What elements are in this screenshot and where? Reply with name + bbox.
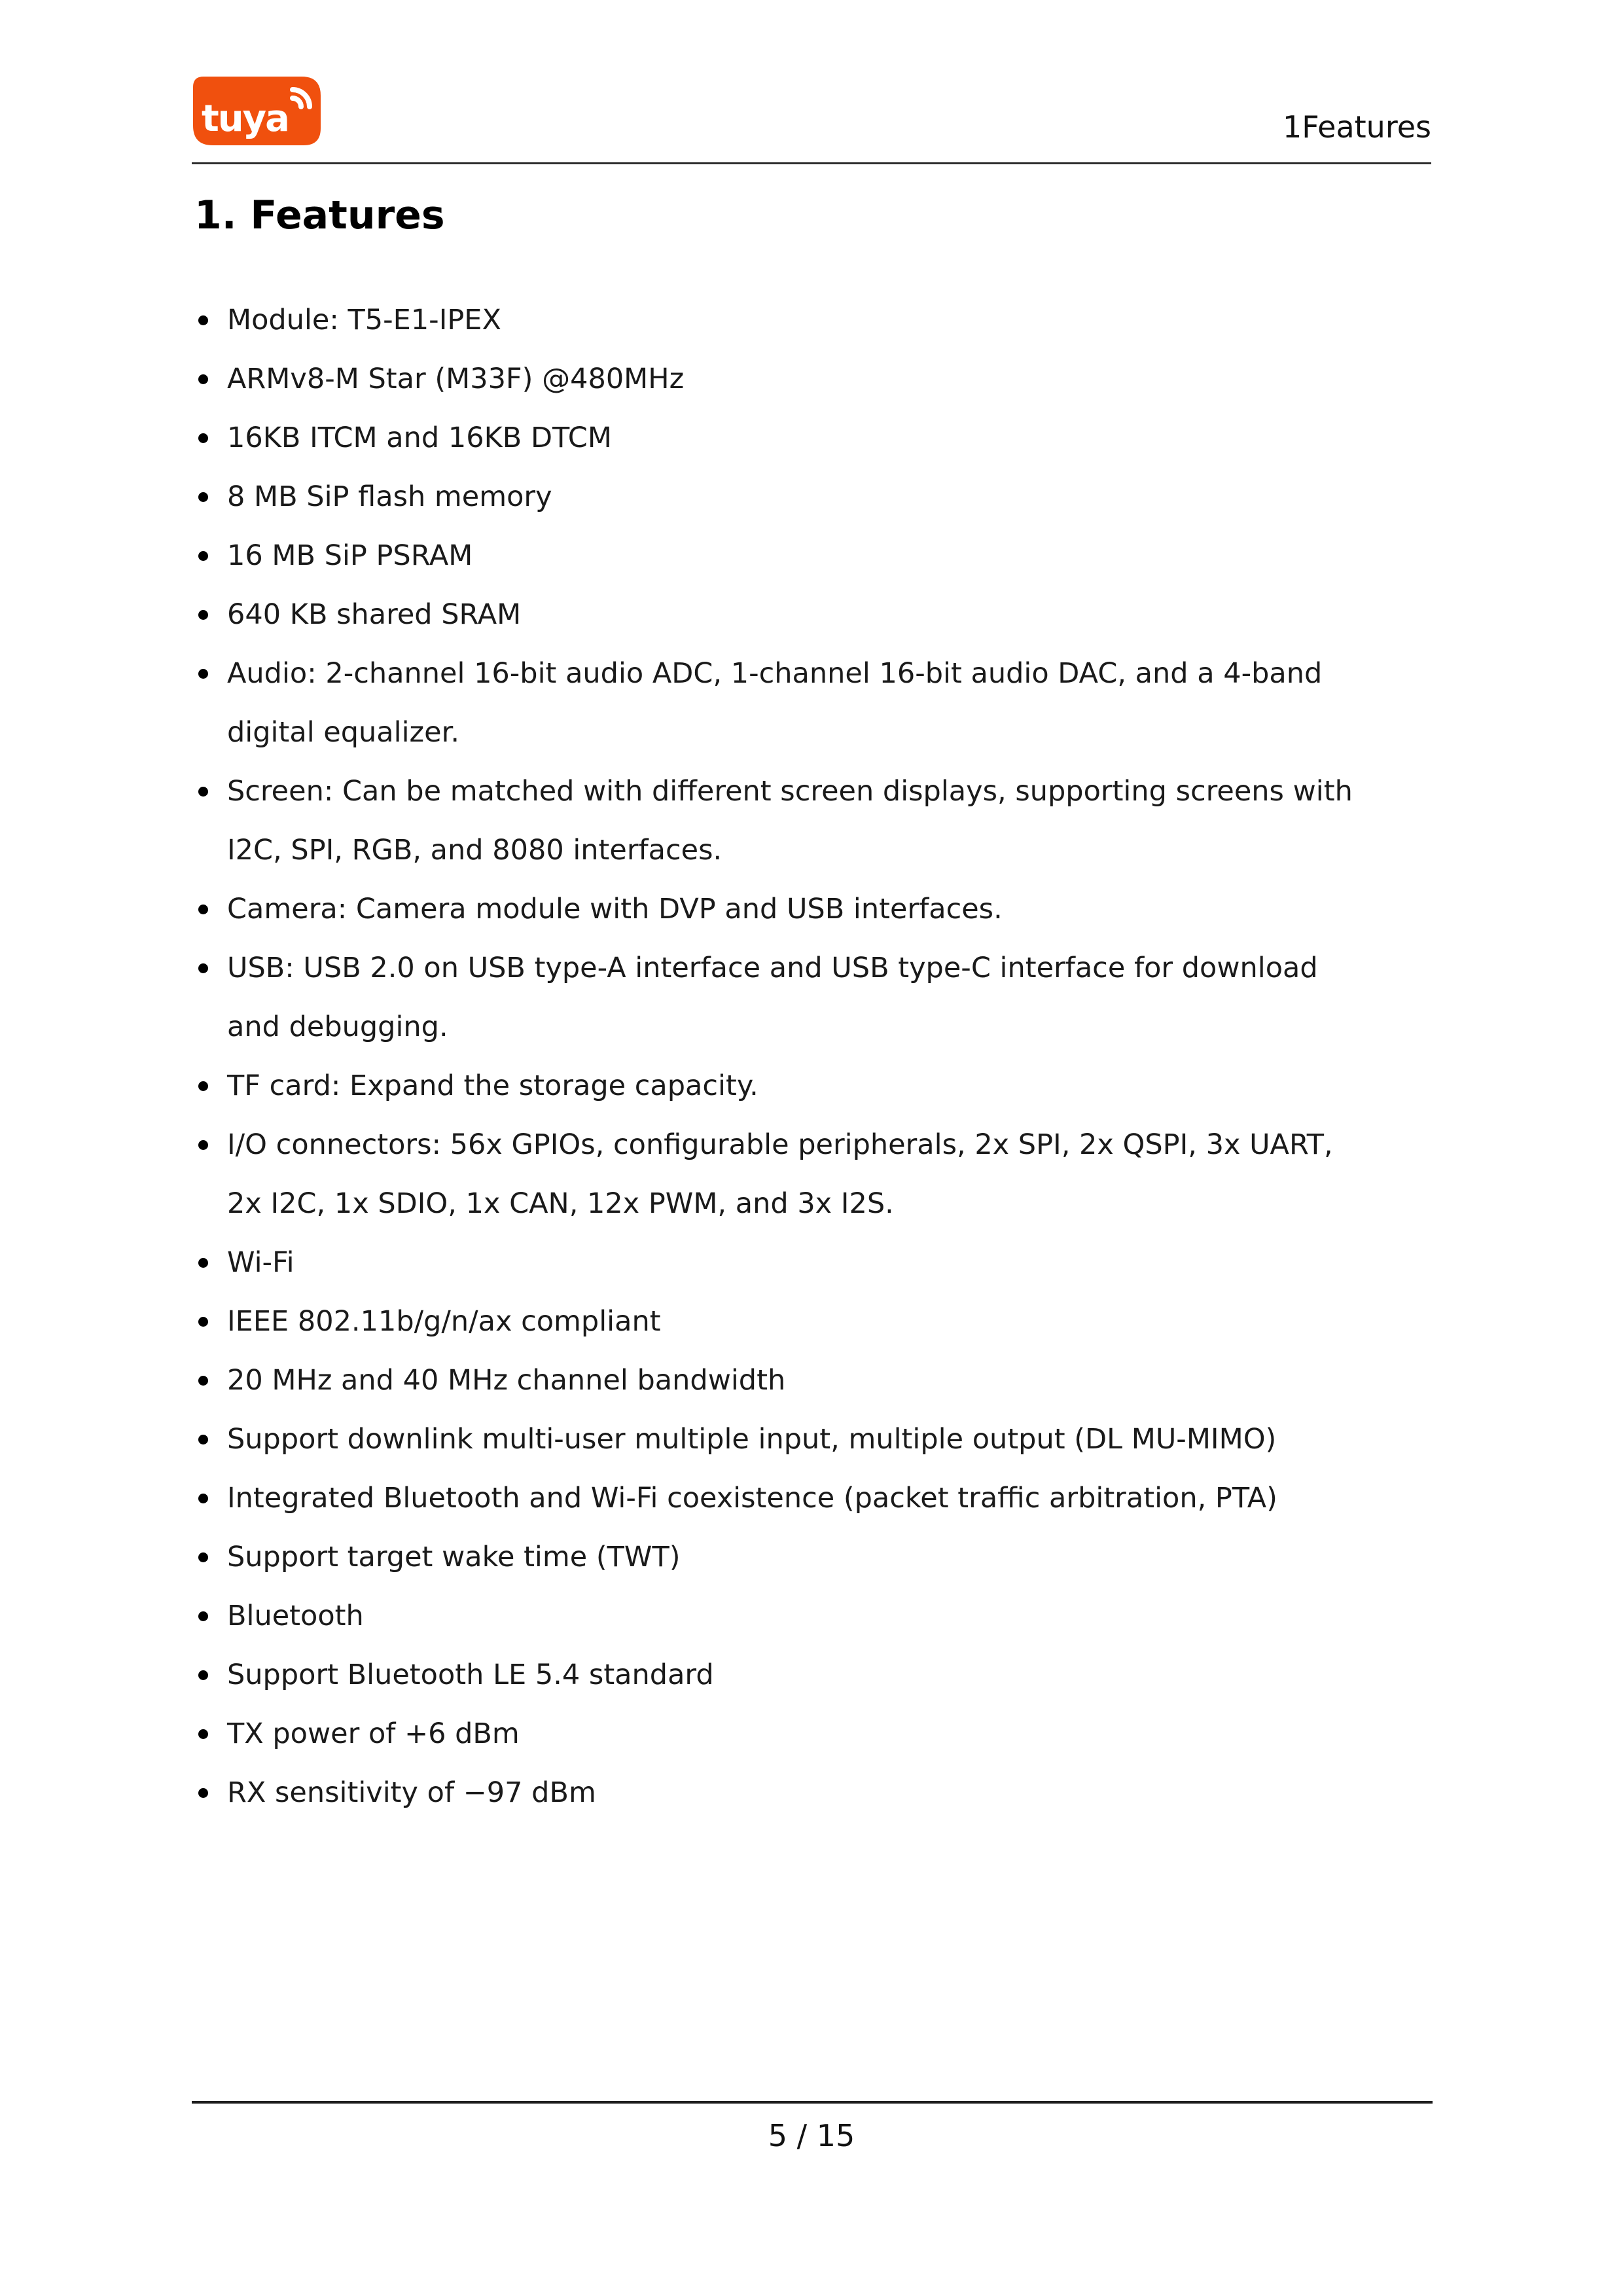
feature-text: Bluetooth [227, 1600, 364, 1632]
bullet-dot-icon [198, 1081, 208, 1091]
feature-text: ARMv8-M Star (M33F) @480MHz [227, 363, 685, 395]
bullet-dot-icon [198, 1670, 208, 1680]
feature-text: I/O connectors: 56x GPIOs, configurable peripherals, 2x SPI, 2x QSPI, 3x UART, [227, 1128, 1333, 1161]
feature-text: I2C, SPI, RGB, and 8080 interfaces. [227, 834, 722, 867]
section-heading: 1. Features [194, 192, 445, 238]
bullet-dot-icon [198, 963, 208, 973]
feature-text: 20 MHz and 40 MHz channel bandwidth [227, 1364, 786, 1397]
list-item-line [198, 1174, 1474, 1233]
feature-text: USB: USB 2.0 on USB type-A interface and USB type-C interface for download [227, 952, 1318, 984]
logo-wordmark: tuya [202, 98, 289, 140]
bullet-dot-icon [198, 1494, 208, 1503]
feature-text: Wi-Fi [227, 1246, 294, 1279]
bullet-dot-icon [198, 1435, 208, 1444]
bullet-dot-icon [198, 1140, 208, 1150]
feature-text: Screen: Can be matched with different screen displays, supporting screens with [227, 775, 1353, 808]
feature-text: 16KB ITCM and 16KB DTCM [227, 422, 612, 454]
list-item-line [198, 291, 1474, 350]
list-item-line [198, 1056, 1474, 1115]
list-item-line [198, 585, 1474, 644]
feature-text: 8 MB SiP flash memory [227, 480, 552, 513]
bullet-dot-icon [198, 1788, 208, 1798]
list-item-line [198, 939, 1474, 997]
tuya-logo [193, 77, 321, 145]
list-item-line [198, 997, 1474, 1056]
feature-text: RX sensitivity of −97 dBm [227, 1776, 596, 1809]
list-item-line [198, 1763, 1474, 1822]
list-item-line [198, 408, 1474, 467]
feature-text: digital equalizer. [227, 716, 459, 749]
list-item-line [198, 467, 1474, 526]
bullet-dot-icon [198, 1376, 208, 1386]
list-item-line [198, 1528, 1474, 1587]
bullet-dot-icon [198, 787, 208, 797]
bullet-dot-icon [198, 551, 208, 561]
bullet-dot-icon [198, 433, 208, 443]
footer-rule [192, 2101, 1433, 2104]
list-item-line [198, 703, 1474, 762]
bullet-dot-icon [198, 315, 208, 325]
feature-text: TX power of +6 dBm [227, 1717, 520, 1750]
list-item-line [198, 526, 1474, 585]
feature-text: Support downlink multi-user multiple input, multiple output (DL MU-MIMO) [227, 1423, 1277, 1456]
feature-text: and debugging. [227, 1011, 448, 1043]
bullet-dot-icon [198, 1729, 208, 1739]
bullet-dot-icon [198, 374, 208, 384]
feature-text: Support Bluetooth LE 5.4 standard [227, 1659, 714, 1691]
bullet-dot-icon [198, 669, 208, 679]
bullet-dot-icon [198, 1317, 208, 1327]
bullet-dot-icon [198, 1552, 208, 1562]
feature-text: 16 MB SiP PSRAM [227, 539, 473, 572]
list-item-line [198, 1469, 1474, 1528]
list-item-line [198, 1587, 1474, 1645]
header-rule [192, 162, 1431, 164]
feature-text: TF card: Expand the storage capacity. [227, 1069, 758, 1102]
bullet-dot-icon [198, 610, 208, 620]
list-item-line [198, 644, 1474, 703]
bullet-dot-icon [198, 492, 208, 502]
list-item-line [198, 1115, 1474, 1174]
list-item-line [198, 350, 1474, 408]
bullet-dot-icon [198, 905, 208, 914]
feature-text: Module: T5-E1-IPEX [227, 304, 501, 336]
list-item-line [198, 1233, 1474, 1292]
page-number: 5 / 15 [768, 2118, 855, 2153]
list-item-line [198, 1410, 1474, 1469]
list-item-line [198, 1645, 1474, 1704]
list-item-line [198, 762, 1474, 821]
list-item-line [198, 1351, 1474, 1410]
feature-text: Camera: Camera module with DVP and USB interfaces. [227, 893, 1003, 925]
header-doc-title: 1Features [1282, 109, 1431, 145]
tuya-logo-graphic [193, 77, 321, 145]
feature-text: Audio: 2-channel 16-bit audio ADC, 1-channel 16-bit audio DAC, and a 4-band [227, 657, 1323, 690]
feature-text: 640 KB shared SRAM [227, 598, 522, 631]
bullet-dot-icon [198, 1611, 208, 1621]
feature-text: IEEE 802.11b/g/n/ax compliant [227, 1305, 661, 1338]
feature-text: Support target wake time (TWT) [227, 1541, 681, 1573]
bullet-dot-icon [198, 1258, 208, 1268]
list-item-line [198, 821, 1474, 880]
list-item-line [198, 1292, 1474, 1351]
list-item-line [198, 880, 1474, 939]
feature-text: 2x I2C, 1x SDIO, 1x CAN, 12x PWM, and 3x I2S. [227, 1187, 894, 1220]
feature-list [198, 291, 1474, 1822]
list-item-line [198, 1704, 1474, 1763]
feature-text: Integrated Bluetooth and Wi-Fi coexistence (packet traffic arbitration, PTA) [227, 1482, 1277, 1515]
